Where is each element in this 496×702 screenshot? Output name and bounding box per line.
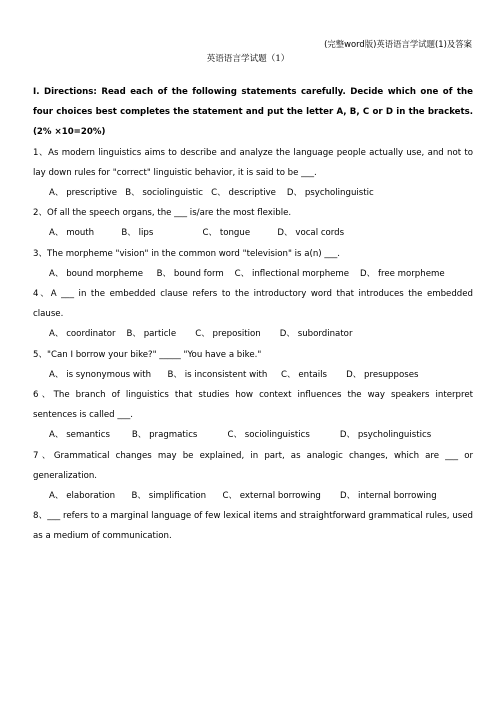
question-options: A、 semantics B、 pragmatics C、 sociolinguistics D、 psycholinguistics: [49, 430, 432, 441]
question-1: [33, 143, 473, 204]
question-stem: 6、The branch of linguistics that studies how context influences the way speakers interpret sentences is called ___.: [33, 390, 473, 421]
question-stem: 2、Of all the speech organs, the ___ is/are the most flexible.: [33, 208, 292, 219]
section-directions: I. Directions: Read each of the following statements carefully. Decide which one of the four choices best completes the statement and put the letter A, B, C or D in the brackets. (2% ×10=20%): [33, 87, 473, 138]
question-options: A、 bound morpheme B、 bound form C、 inflectional morpheme D、 free morpheme: [49, 268, 445, 279]
question-6: [33, 385, 473, 446]
document-body: [33, 82, 473, 547]
question-options: A、 is synonymous with B、 is inconsistent with C、 entails D、 presupposes: [49, 369, 419, 380]
question-7: [33, 446, 473, 507]
question-3: [33, 244, 473, 284]
question-stem: 7、Grammatical changes may be explained, in part, as analogic changes, which are ___ or generalization.: [33, 450, 473, 481]
question-stem: 3、The morpheme "vision" in the common word "television" is a(n) ___.: [33, 248, 340, 259]
question-4: [33, 284, 473, 345]
question-stem: 1、As modern linguistics aims to describe and analyze the language people actually use, and not to lay down rules for "correct" linguistic behavior, it is said to be ___.: [33, 147, 473, 178]
question-stem: 5、"Can I borrow your bike?" _____ "You have a bike.": [33, 349, 262, 360]
page-title: 英语语言学试题（1）: [206, 54, 290, 64]
question-options: A、 prescriptive B、 sociolinguistic C、 descriptive D、 psycholinguistic: [49, 188, 374, 199]
header-document-title: (完整word版)英语语言学试题(1)及答案: [324, 39, 472, 49]
question-stem: 8、___ refers to a marginal language of few lexical items and straightforward grammatical rules, used as a medium of communication.: [33, 511, 473, 542]
question-options: A、 mouth B、 lips C、 tongue D、 vocal cords: [49, 228, 345, 239]
question-8: [33, 506, 473, 546]
question-5: [33, 345, 473, 385]
question-stem: 4、A ___ in the embedded clause refers to the introductory word that introduces the embedded clause.: [33, 289, 473, 320]
question-2: [33, 203, 473, 243]
question-options: A、 coordinator B、 particle C、 preposition D、 subordinator: [49, 329, 353, 340]
question-options: A、 elaboration B、 simplification C、 external borrowing D、 internal borrowing: [49, 491, 437, 502]
